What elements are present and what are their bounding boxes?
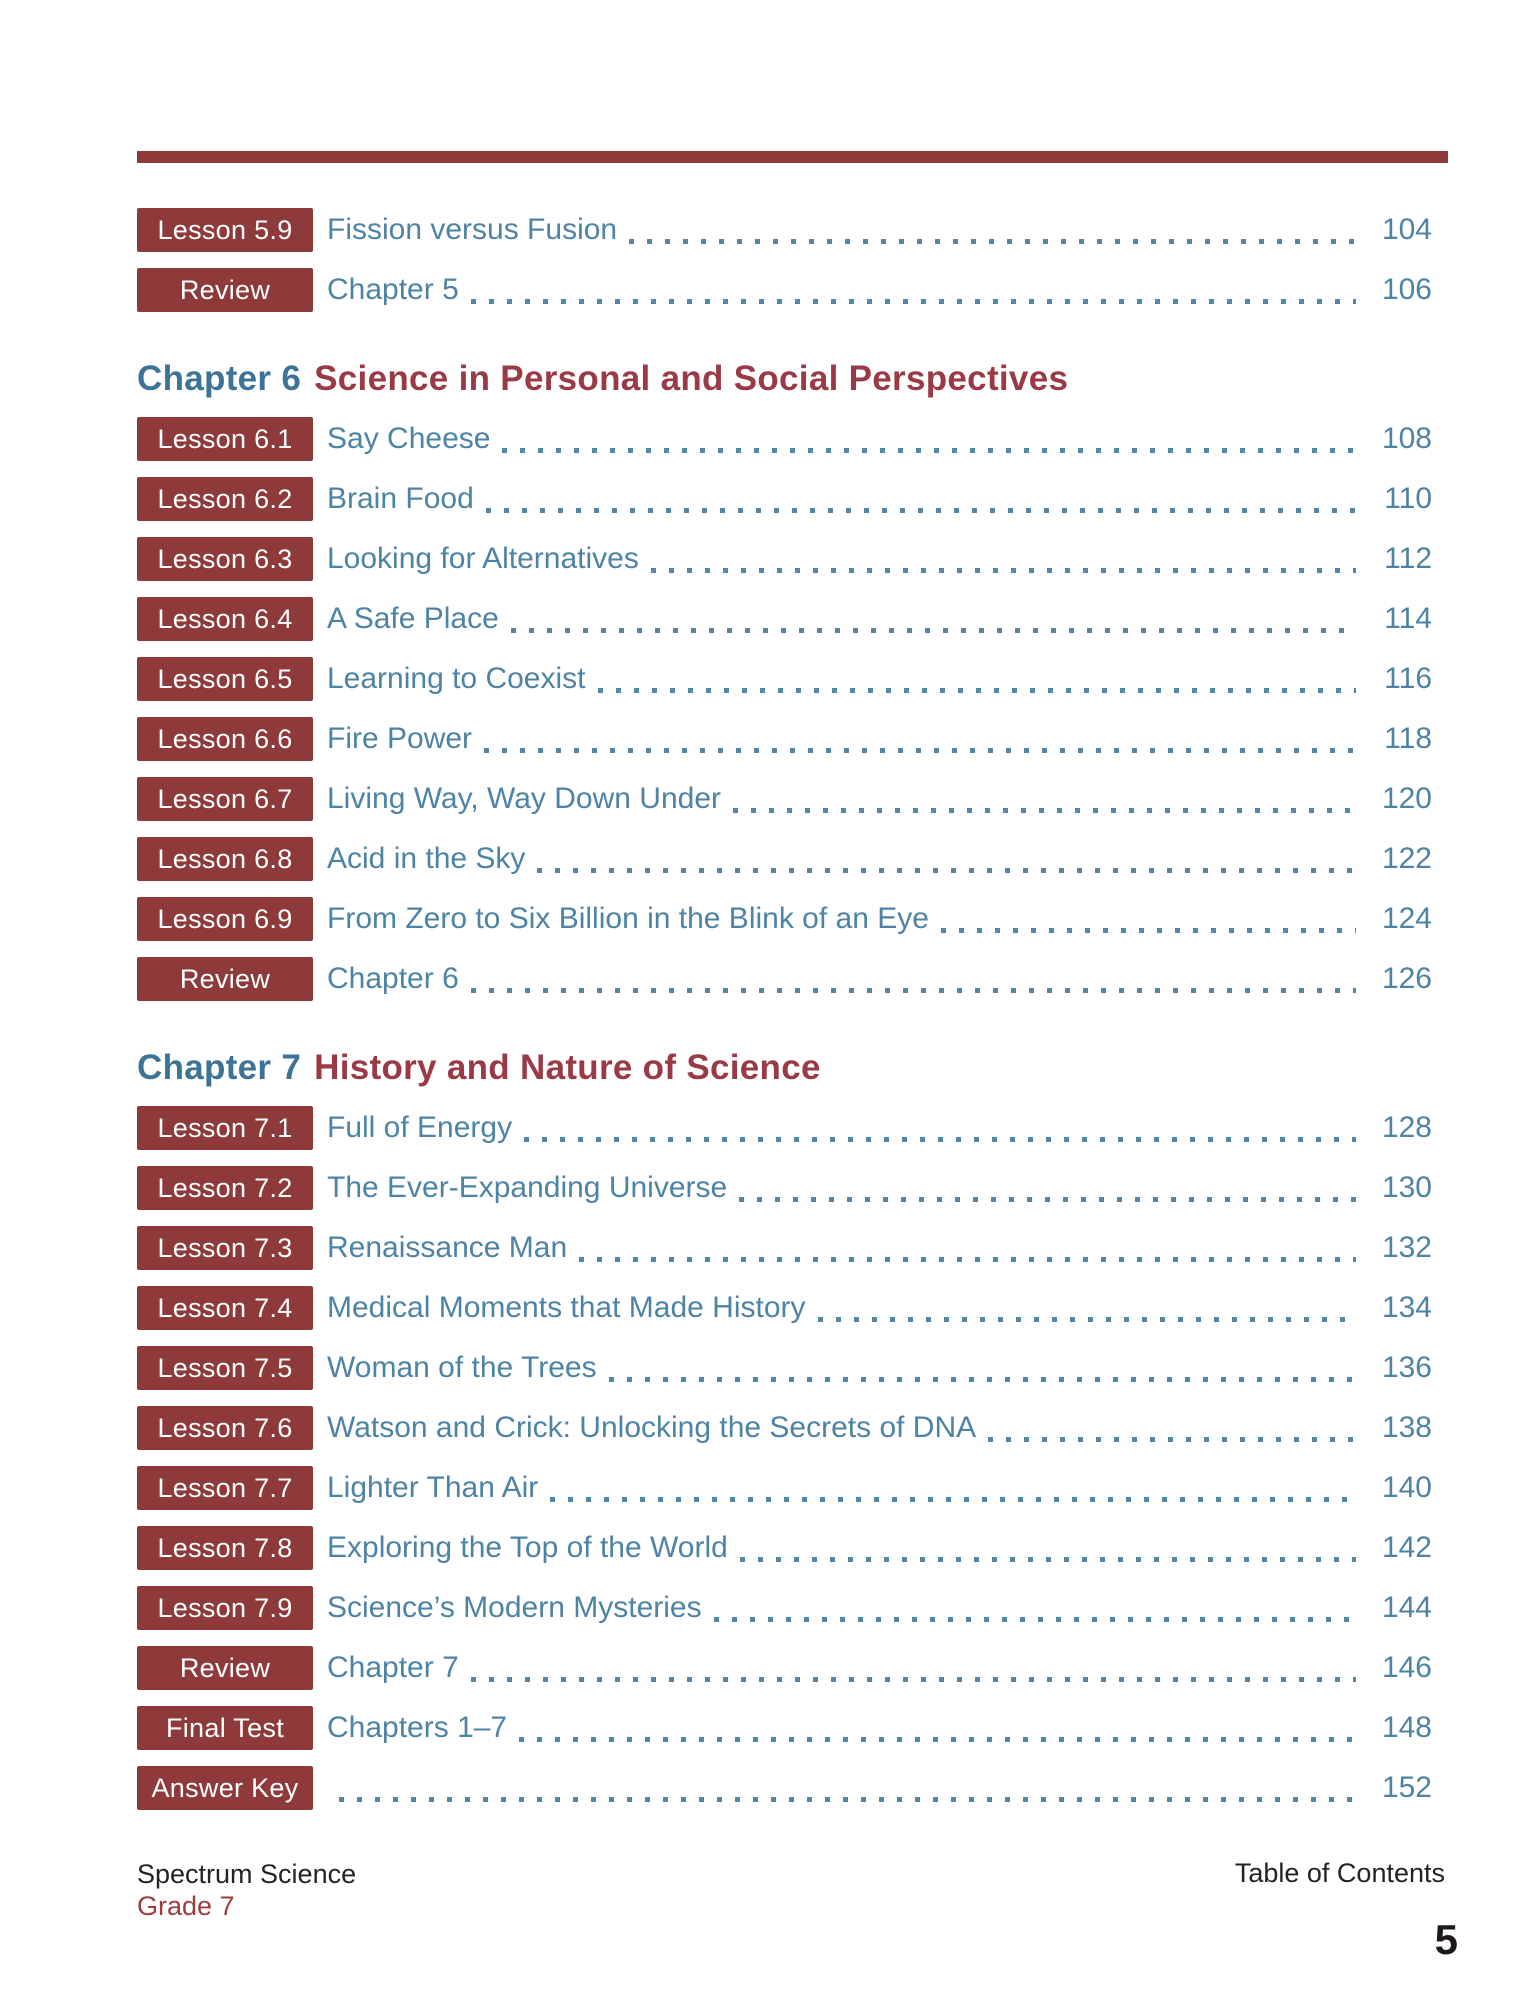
- toc-entry: [137, 1766, 1448, 1810]
- chapter-number: Chapter 6: [137, 359, 302, 398]
- chapter-number: Chapter 7: [137, 1048, 302, 1087]
- entry-title: Woman of the Trees: [327, 1351, 597, 1384]
- dot-leader: [471, 1677, 1356, 1682]
- toc-entry: [137, 1586, 1448, 1630]
- entry-title: Learning to Coexist: [327, 662, 586, 695]
- entry-title: From Zero to Six Billion in the Blink of an Eye: [327, 902, 929, 935]
- dot-leader: [579, 1257, 1356, 1262]
- dot-leader: [941, 928, 1356, 933]
- footer-left: [137, 1858, 356, 1923]
- toc-content: [137, 151, 1448, 1810]
- toc-entry: [137, 268, 1448, 312]
- page-number: 140: [1381, 1471, 1432, 1504]
- toc-entry: [137, 208, 1448, 252]
- dot-leader: [471, 299, 1356, 304]
- dot-leader: [714, 1617, 1356, 1622]
- page-number: 124: [1381, 902, 1432, 935]
- page-number: 152: [1381, 1771, 1432, 1804]
- toc-entry: [137, 417, 1448, 461]
- lesson-6-8-badge: Lesson 6.8: [137, 837, 313, 881]
- review-badge: Review: [137, 1646, 313, 1690]
- entry-title: Watson and Crick: Unlocking the Secrets of DNA: [327, 1411, 977, 1444]
- lesson-6-3-badge: Lesson 6.3: [137, 537, 313, 581]
- lesson-7-1-badge: Lesson 7.1: [137, 1106, 313, 1150]
- entry-title: Exploring the Top of the World: [327, 1531, 728, 1564]
- lesson-7-7-badge: Lesson 7.7: [137, 1466, 313, 1510]
- entry-title: Acid in the Sky: [327, 842, 526, 875]
- entry-title: Science’s Modern Mysteries: [327, 1591, 702, 1624]
- entry-title: Looking for Alternatives: [327, 542, 639, 575]
- dot-leader: [733, 808, 1356, 813]
- toc-entry: [137, 837, 1448, 881]
- chapter-title: History and Nature of Science: [314, 1048, 821, 1087]
- footer-page-number: 5: [1434, 1916, 1458, 1963]
- dot-leader: [519, 1737, 1356, 1742]
- toc-entry: [137, 897, 1448, 941]
- page-number: 146: [1381, 1651, 1432, 1684]
- page-number: 130: [1381, 1171, 1432, 1204]
- page-number: 138: [1381, 1411, 1432, 1444]
- lesson-6-9-badge: Lesson 6.9: [137, 897, 313, 941]
- footer-grade: Grade 7: [137, 1891, 235, 1922]
- entry-title: Lighter Than Air: [327, 1471, 539, 1504]
- toc-entry: [137, 597, 1448, 641]
- dot-leader: [550, 1497, 1356, 1502]
- toc-entry: [137, 957, 1448, 1001]
- dot-leader: [486, 508, 1356, 513]
- lesson-6-7-badge: Lesson 6.7: [137, 777, 313, 821]
- page-number: 108: [1381, 422, 1432, 455]
- toc-entry: [137, 1406, 1448, 1450]
- dot-leader: [629, 239, 1356, 244]
- toc-entry: [137, 1526, 1448, 1570]
- table-of-contents: [137, 208, 1448, 1810]
- lesson-6-1-badge: Lesson 6.1: [137, 417, 313, 461]
- page-number: 132: [1381, 1231, 1432, 1264]
- lesson-7-9-badge: Lesson 7.9: [137, 1586, 313, 1630]
- dot-leader: [740, 1557, 1356, 1562]
- page-number: 144: [1381, 1591, 1432, 1624]
- dot-leader: [502, 448, 1356, 453]
- page-number: 112: [1384, 542, 1432, 575]
- chapter-heading: [137, 357, 1448, 401]
- lesson-7-2-badge: Lesson 7.2: [137, 1166, 313, 1210]
- entry-title: Living Way, Way Down Under: [327, 782, 722, 815]
- dot-leader: [651, 568, 1356, 573]
- dot-leader: [524, 1137, 1356, 1142]
- lesson-7-3-badge: Lesson 7.3: [137, 1226, 313, 1270]
- entry-title: Say Cheese: [327, 422, 491, 455]
- page-number: 122: [1381, 842, 1432, 875]
- page-number: 134: [1381, 1291, 1432, 1324]
- dot-leader: [988, 1437, 1356, 1442]
- page-number: 114: [1384, 602, 1432, 635]
- review-badge: Review: [137, 268, 313, 312]
- entry-title: Medical Moments that Made History: [327, 1291, 806, 1324]
- entry-title: Renaissance Man: [327, 1231, 568, 1264]
- toc-entry: [137, 777, 1448, 821]
- toc-entry: [137, 1346, 1448, 1390]
- toc-entry: [137, 537, 1448, 581]
- answer-key-badge: Answer Key: [137, 1766, 313, 1810]
- page-number: 126: [1381, 962, 1432, 995]
- page-number: 116: [1384, 662, 1432, 695]
- page-number: 128: [1381, 1111, 1432, 1144]
- page-number: 106: [1381, 273, 1432, 306]
- toc-entry: [137, 1646, 1448, 1690]
- lesson-7-4-badge: Lesson 7.4: [137, 1286, 313, 1330]
- dot-leader: [511, 628, 1356, 633]
- entry-title: Full of Energy: [327, 1111, 513, 1144]
- page-number: 104: [1381, 213, 1432, 246]
- top-rule: [137, 151, 1448, 163]
- entry-title: Fire Power: [327, 722, 473, 755]
- chapter-heading: [137, 1046, 1448, 1090]
- page-number: 148: [1381, 1711, 1432, 1744]
- toc-entry: [137, 657, 1448, 701]
- dot-leader: [537, 868, 1356, 873]
- entry-title: A Safe Place: [327, 602, 499, 635]
- toc-entry: [137, 1226, 1448, 1270]
- toc-entry: [137, 717, 1448, 761]
- entry-title: Chapter 6: [327, 962, 459, 995]
- toc-entry: [137, 1466, 1448, 1510]
- page-number: 136: [1381, 1351, 1432, 1384]
- lesson-7-5-badge: Lesson 7.5: [137, 1346, 313, 1390]
- dot-leader: [739, 1197, 1356, 1202]
- entry-title: Chapters 1–7: [327, 1711, 508, 1744]
- dot-leader: [471, 988, 1356, 993]
- lesson-7-6-badge: Lesson 7.6: [137, 1406, 313, 1450]
- final-test-badge: Final Test: [137, 1706, 313, 1750]
- lesson-6-4-badge: Lesson 6.4: [137, 597, 313, 641]
- chapter-title: Science in Personal and Social Perspectives: [314, 359, 1069, 398]
- entry-title: Brain Food: [327, 482, 474, 515]
- lesson-6-5-badge: Lesson 6.5: [137, 657, 313, 701]
- entry-title: The Ever-Expanding Universe: [327, 1171, 728, 1204]
- footer-section-label: Table of Contents: [1234, 1858, 1445, 1888]
- entry-title: Chapter 5: [327, 273, 459, 306]
- toc-entry: [137, 1706, 1448, 1750]
- lesson-6-2-badge: Lesson 6.2: [137, 477, 313, 521]
- dot-leader: [598, 688, 1357, 693]
- page-number: 142: [1381, 1531, 1432, 1564]
- entry-title: Chapter 7: [327, 1651, 459, 1684]
- lesson-5-9-badge: Lesson 5.9: [137, 208, 313, 252]
- toc-entry: [137, 477, 1448, 521]
- entry-title: Fission versus Fusion: [327, 213, 618, 246]
- dot-leader: [818, 1317, 1356, 1322]
- dot-leader: [609, 1377, 1356, 1382]
- page-number: 110: [1384, 482, 1432, 515]
- review-badge: Review: [137, 957, 313, 1001]
- dot-leader: [339, 1797, 1356, 1802]
- page-number: 118: [1384, 722, 1432, 755]
- toc-entry: [137, 1166, 1448, 1210]
- lesson-6-6-badge: Lesson 6.6: [137, 717, 313, 761]
- toc-entry: [137, 1286, 1448, 1330]
- toc-entry: [137, 1106, 1448, 1150]
- lesson-7-8-badge: Lesson 7.8: [137, 1526, 313, 1570]
- page-number: 120: [1381, 782, 1432, 815]
- footer-book-title: Spectrum Science: [137, 1859, 357, 1889]
- dot-leader: [484, 748, 1356, 753]
